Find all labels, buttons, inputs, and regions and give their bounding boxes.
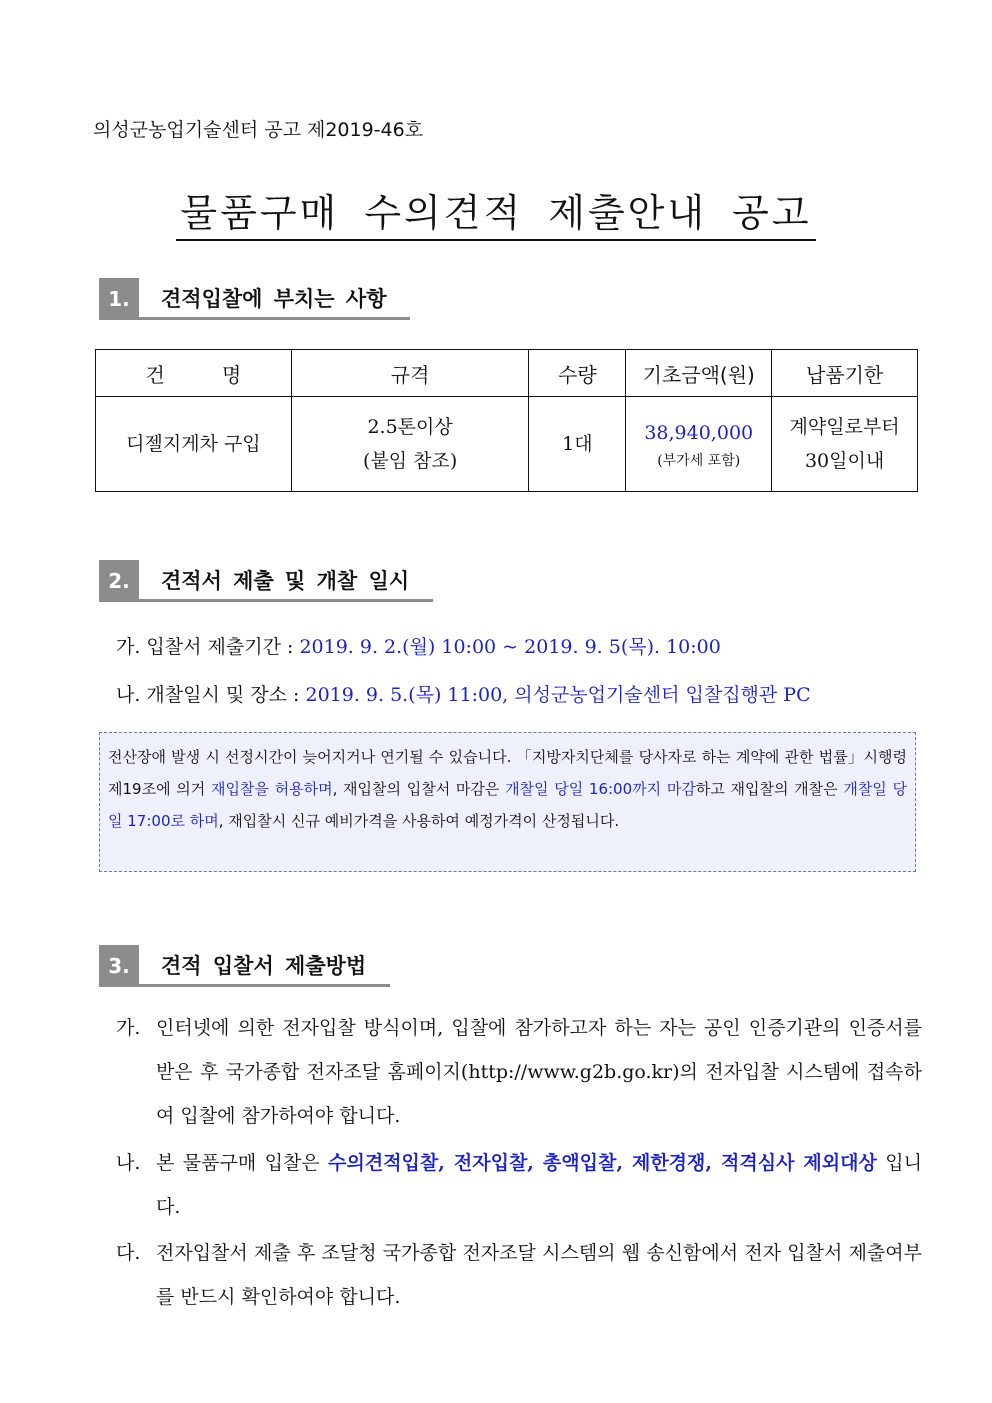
amount-note: (부가세 포함) <box>657 453 741 469</box>
col-deadline: 납품기한 <box>772 350 918 397</box>
section-1-header <box>99 278 410 320</box>
note-part-6: 개찰일 당일 17:00로 하며 <box>108 780 907 830</box>
note-part-5: 하고 재입찰의 개찰은 <box>695 780 844 798</box>
section-2-heading: 견적서 제출 및 개찰 일시 <box>139 560 433 602</box>
amount-value: 38,940,000 <box>644 422 754 444</box>
item-c-text: 전자입찰서 제출 후 조달청 국가종합 전자조달 시스템의 웹 송신함에서 전자 입찰서 제출여부를 반드시 확인하여야 합니다. <box>156 1242 922 1308</box>
table-header-row <box>96 350 918 397</box>
col-amount: 기초금액(원) <box>626 350 772 397</box>
item-a-marker: 가. <box>116 1017 141 1039</box>
page-title <box>0 182 992 237</box>
table-row <box>96 397 918 492</box>
notice-box <box>99 732 916 872</box>
deadline-line-1: 계약일로부터 <box>789 416 900 438</box>
item-b-suffix: 입니다. <box>156 1152 923 1218</box>
page-title-text: 물품구매 수의견적 제출안내 공고 <box>176 191 815 241</box>
note-part-1: 전산장애 발생 시 선정시간이 늦어지거나 연기될 수 있습니다. 「지방자치단체를 당사자로 하는 계약에 관한 법률」시행령 제19조에 의거 <box>108 748 907 798</box>
submission-period-value: 2019. 9. 2.(월) 10:00 ~ 2019. 9. 5(목). 10:00 <box>299 636 721 658</box>
section-2-header <box>99 560 433 602</box>
spec-line-1: 2.5톤이상 <box>367 416 453 438</box>
opening-value: 2019. 9. 5.(목) 11:00, 의성군농업기술센터 입찰집행관 PC <box>305 684 811 706</box>
method-item-b <box>116 1141 922 1229</box>
deadline-line-2: 30일이내 <box>804 450 885 472</box>
cell-name: 디젤지게차 구입 <box>96 397 292 492</box>
opening-label: 나. 개찰일시 및 장소 : <box>116 684 306 706</box>
opening-datetime-place <box>116 680 811 707</box>
note-part-3: , 재입찰의 입찰서 마감은 <box>332 780 506 798</box>
method-item-c <box>116 1231 922 1319</box>
note-part-4: 개찰일 당일 16:00까지 마감 <box>505 780 696 798</box>
cell-quantity: 1대 <box>529 397 626 492</box>
section-3-header <box>99 945 390 987</box>
item-c-marker: 다. <box>116 1242 141 1264</box>
item-b-prefix: 본 물품구매 입찰은 <box>156 1152 329 1174</box>
spec-line-2: (붙임 참조) <box>362 450 458 472</box>
cell-amount <box>626 397 772 492</box>
item-b-text <box>156 1141 922 1229</box>
item-b-marker: 나. <box>116 1152 141 1174</box>
section-3-number: 3. <box>99 945 139 987</box>
item-a-text: 인터넷에 의한 전자입찰 방식이며, 입찰에 참가하고자 하는 자는 공인 인증기관의 인증서를 받은 후 국가종합 전자조달 홈페이지(http://www.g2b.go.kr)의 전자입찰 시스템에 접속하여 입찰에 참가하여야 합니다. <box>156 1017 922 1127</box>
cell-deadline <box>772 397 918 492</box>
submission-period-label: 가. 입찰서 제출기간 : <box>116 636 300 658</box>
col-spec: 규격 <box>291 350 529 397</box>
section-1-number: 1. <box>99 278 139 320</box>
col-quantity: 수량 <box>529 350 626 397</box>
notice-number: 의성군농업기술센터 공고 제2019-46호 <box>93 119 424 141</box>
items-table <box>95 349 918 492</box>
col-name: 건 명 <box>96 350 292 397</box>
section-2-number: 2. <box>99 560 139 602</box>
note-part-7: , 재입찰시 신규 예비가격을 사용하여 예정가격이 산정됩니다. <box>218 812 620 830</box>
submission-period <box>116 632 721 659</box>
section-3-heading: 견적 입찰서 제출방법 <box>139 945 390 987</box>
method-item-a <box>116 1006 922 1138</box>
note-part-2: 재입찰을 허용하며 <box>210 780 333 798</box>
item-b-highlight: 수의견적입찰, 전자입찰, 총액입찰, 제한경쟁, 적격심사 제외대상 <box>328 1152 877 1174</box>
cell-spec <box>291 397 529 492</box>
section-1-heading: 견적입찰에 부치는 사항 <box>139 278 410 320</box>
